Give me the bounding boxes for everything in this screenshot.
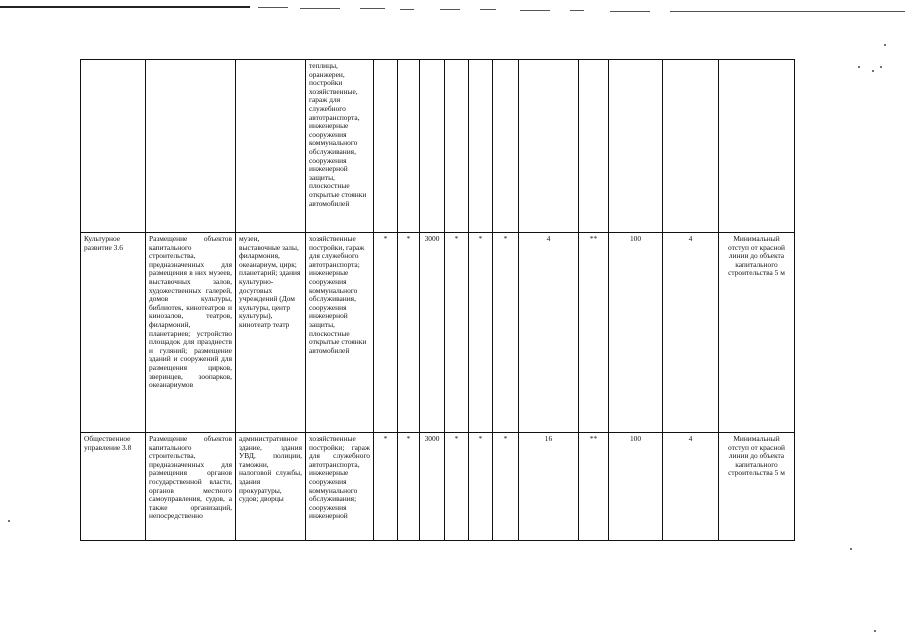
top-border-dash [480, 9, 496, 10]
param-cell: 100 [609, 433, 663, 541]
table-row [81, 60, 795, 233]
param-cell: 4 [519, 233, 579, 433]
scan-speck [872, 70, 874, 72]
top-border-dash [300, 8, 340, 9]
param-cell [445, 60, 469, 233]
param-cell [519, 60, 579, 233]
examples-cell: музеи, выставочные залы, филармония, океанариум, цирк; планетарий; здания культурно-досуговых учреждений (Дом культуры, центр культуры), кинотеатр театр [236, 233, 306, 433]
description-cell: Размещение объектов капитального строительства, предназначенных для размещения органов государственной власти, органов местного самоуправления, судов, а также организаций, непосредственно [146, 433, 236, 541]
top-border-dash [360, 8, 385, 9]
param-cell: 4 [663, 433, 719, 541]
examples-cell: административное здание, здания УВД, полиции, таможни, налоговой службы, здания прокуратуры, судов; дворцы [236, 433, 306, 541]
top-border-dash [520, 10, 550, 11]
param-cell [398, 60, 420, 233]
param-cell: 100 [609, 233, 663, 433]
param-cell [493, 60, 519, 233]
land-use-table [80, 59, 795, 541]
ancillary-uses-cell: теплицы, оранжереи, постройки хозяйственные, гараж для служебного автотранспорта, инженерные сооружения коммунального обслуживания, сооружения инженерной защиты, плоскостные открытые стоянки автомобилей [306, 60, 374, 233]
param-cell: 3000 [420, 233, 445, 433]
param-cell: ** [579, 433, 609, 541]
param-cell [420, 60, 445, 233]
param-cell: 3000 [420, 433, 445, 541]
top-border-dash [440, 9, 460, 10]
scan-speck [8, 520, 10, 522]
param-cell: * [374, 433, 398, 541]
scan-speck [880, 66, 882, 68]
param-cell: * [469, 433, 493, 541]
note-cell [719, 60, 795, 233]
note-cell: Минимальный отступ от красной линии до объекта капитального строительства 5 м [719, 233, 795, 433]
param-cell: 4 [663, 233, 719, 433]
param-cell: * [398, 233, 420, 433]
examples-cell [236, 60, 306, 233]
description-cell [146, 60, 236, 233]
param-cell [579, 60, 609, 233]
param-cell: * [493, 433, 519, 541]
note-cell: Минимальный отступ от красной линии до объекта капитального строительства 5 м [719, 433, 795, 541]
ancillary-uses-cell: хозяйственные постройки, гараж для служебного автотранспорта; инженерные сооружения коммунального обслуживания, сооружения инженерной защиты, плоскостные открытые стоянки автомобилей [306, 233, 374, 433]
param-cell: * [469, 233, 493, 433]
param-cell: * [398, 433, 420, 541]
param-cell [609, 60, 663, 233]
zone-name-cell [81, 60, 146, 233]
param-cell [374, 60, 398, 233]
param-cell: * [493, 233, 519, 433]
scan-speck [874, 630, 876, 632]
scan-speck [884, 44, 886, 46]
scan-speck [850, 548, 852, 550]
zone-name-cell: Культурное развитие 3.6 [81, 233, 146, 433]
param-cell [469, 60, 493, 233]
top-border-dash [670, 11, 905, 12]
zone-name-cell: Общественное управление 3.8 [81, 433, 146, 541]
table-row [81, 433, 795, 541]
top-border-line [0, 6, 250, 8]
table-row [81, 233, 795, 433]
param-cell: * [445, 233, 469, 433]
top-border-dash [570, 10, 584, 11]
top-border-dash [258, 7, 288, 8]
param-cell: ** [579, 233, 609, 433]
description-cell: Размещение объектов капитального строительства, предназначенных для размещения в них музеев, выставочных залов, художественных галерей, домов культуры, библиотек, кинотеатров и кинозалов, театров, филармоний, планетариев; устройство площадок для празднеств и гуляний; размещение зданий и сооружений для размещения цирков, зверинцев, зоопарков, океанариумов [146, 233, 236, 433]
scan-speck [858, 66, 860, 68]
top-border-dash [610, 11, 650, 12]
param-cell [663, 60, 719, 233]
ancillary-uses-cell: хозяйственные постройки; гараж для служебного автотранспорта, инженерные сооружения коммунального обслуживания; сооружения инженерной [306, 433, 374, 541]
param-cell: 16 [519, 433, 579, 541]
top-border-dash [400, 9, 414, 10]
param-cell: * [374, 233, 398, 433]
param-cell: * [445, 433, 469, 541]
